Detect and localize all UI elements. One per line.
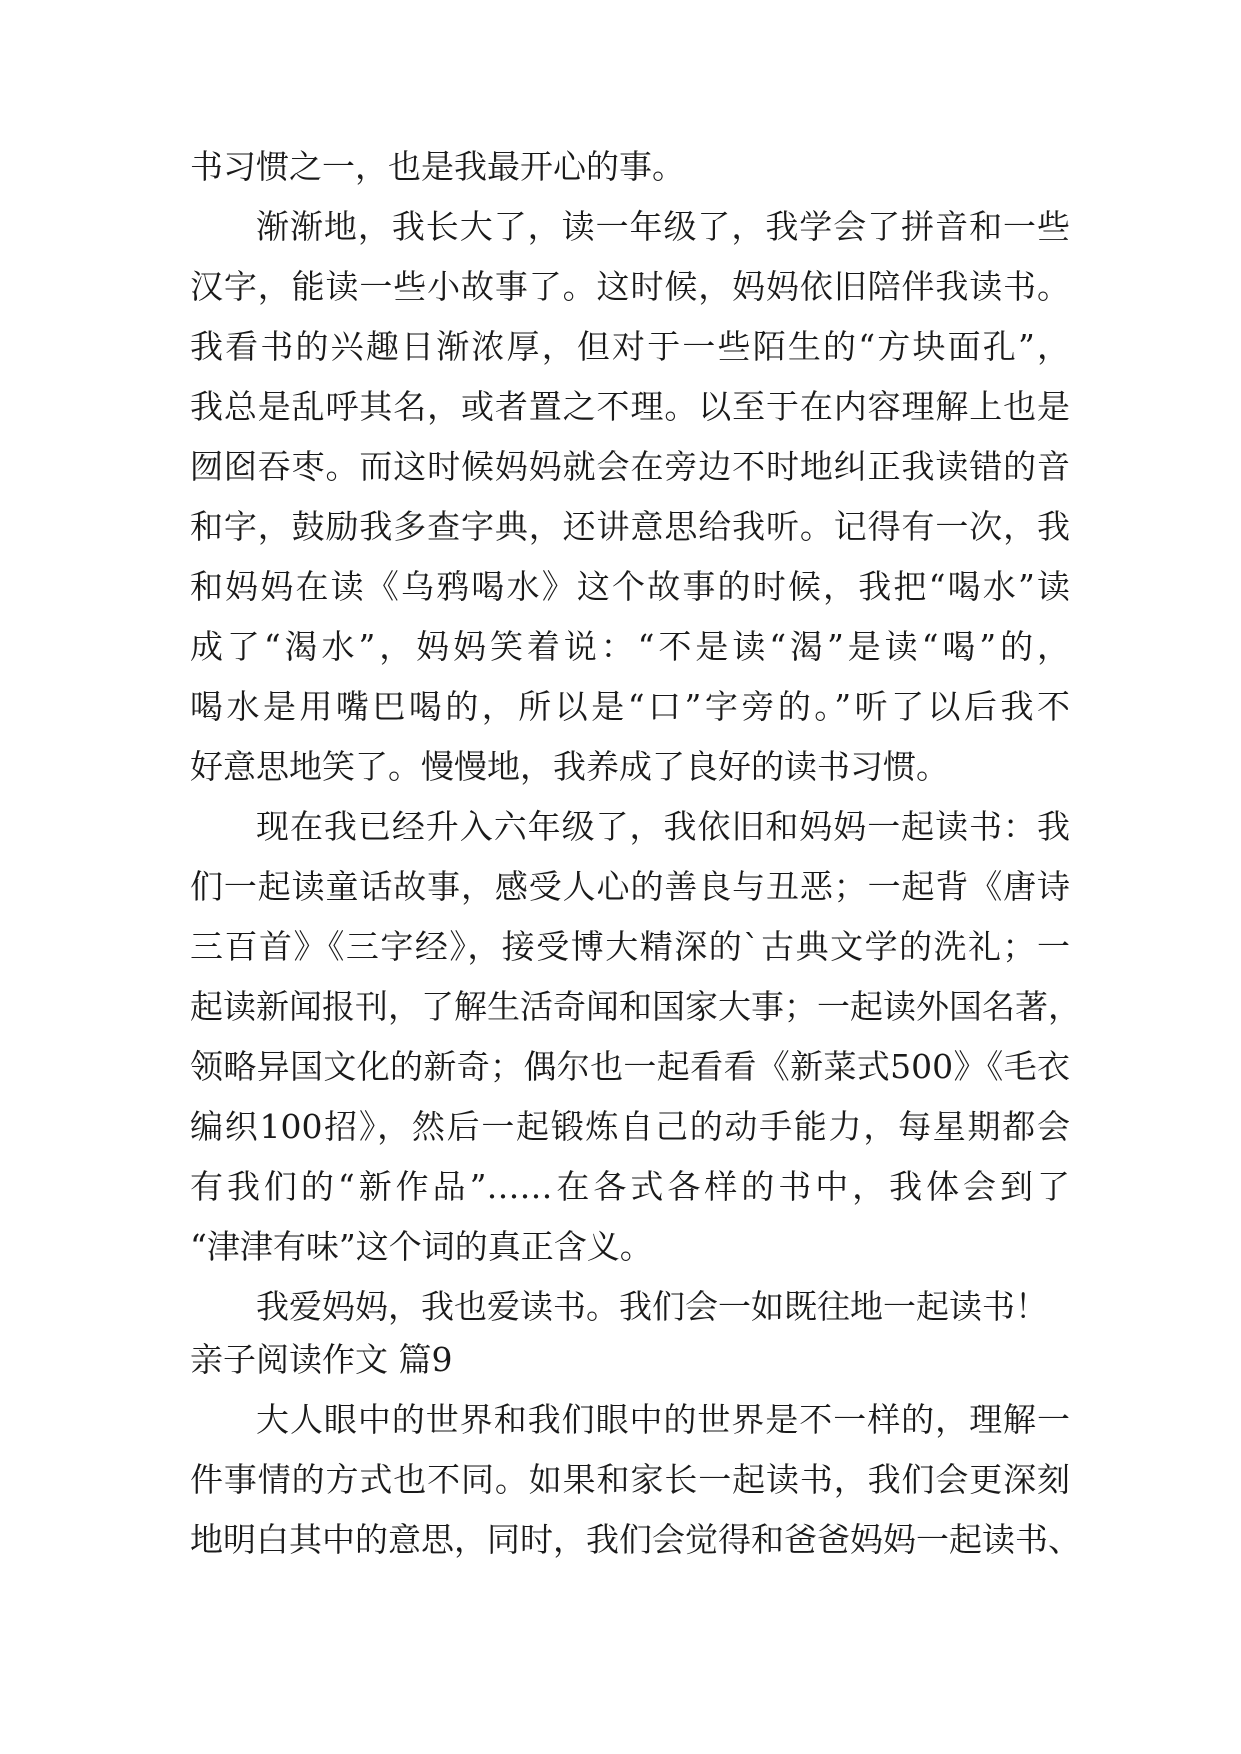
text-line: 成了“渴水”，妈妈笑着说：“不是读“渴”是读“喝”的， <box>190 627 1070 666</box>
paragraph-end-line: 好意思地笑了。慢慢地，我养成了良好的读书习惯。 <box>190 747 949 786</box>
text-line: 和妈妈在读《乌鸦喝水》这个故事的时候，我把“喝水”读 <box>190 567 1070 606</box>
text-line-1: 书习惯之一，也是我最开心的事。 <box>190 147 685 186</box>
text-line: 我总是乱呼其名，或者置之不理。以至于在内容理解上也是 <box>190 387 1070 426</box>
text-line: 囫囵吞枣。而这时候妈妈就会在旁边不时地纠正我读错的音 <box>190 447 1070 486</box>
text-line: 有我们的“新作品”……在各式各样的书中，我体会到了 <box>190 1167 1070 1206</box>
section-heading: 亲子阅读作文 篇9 <box>190 1340 453 1379</box>
text-line: 们一起读童话故事，感受人心的善良与丑恶；一起背《唐诗 <box>190 867 1070 906</box>
paragraph-end-line: “津津有味”这个词的真正含义。 <box>190 1227 653 1266</box>
text-line: 三百首》《三字经》，接受博大精深的`古典文学的洗礼；一 <box>190 927 1070 966</box>
text-line: 喝水是用嘴巴喝的，所以是“口”字旁的。”听了以后我不 <box>190 687 1070 726</box>
paragraph-start-line: 现在我已经升入六年级了，我依旧和妈妈一起读书：我 <box>256 807 1070 846</box>
text-line: 编织100招》，然后一起锻炼自己的动手能力，每星期都会 <box>190 1107 1070 1146</box>
paragraph-start-line: 大人眼中的世界和我们眼中的世界是不一样的，理解一 <box>256 1400 1070 1439</box>
text-line: 领略异国文化的新奇；偶尔也一起看看《新菜式500》《毛衣 <box>190 1047 1070 1086</box>
text-line: 件事情的方式也不同。如果和家长一起读书，我们会更深刻 <box>190 1460 1070 1499</box>
text-line: 和字，鼓励我多查字典，还讲意思给我听。记得有一次，我 <box>190 507 1070 546</box>
text-line: 汉字，能读一些小故事了。这时候，妈妈依旧陪伴我读书。 <box>190 267 1070 306</box>
text-line: 地明白其中的意思，同时，我们会觉得和爸爸妈妈一起读书、 <box>190 1520 1081 1559</box>
paragraph-line: 我爱妈妈，我也爱读书。我们会一如既往地一起读书！ <box>256 1287 1048 1326</box>
paragraph-start-line: 渐渐地，我长大了，读一年级了，我学会了拼音和一些 <box>256 207 1070 246</box>
text-line: 我看书的兴趣日渐浓厚，但对于一些陌生的“方块面孔”， <box>190 327 1070 366</box>
text-line: 起读新闻报刊，了解生活奇闻和国家大事；一起读外国名著， <box>190 987 1081 1026</box>
